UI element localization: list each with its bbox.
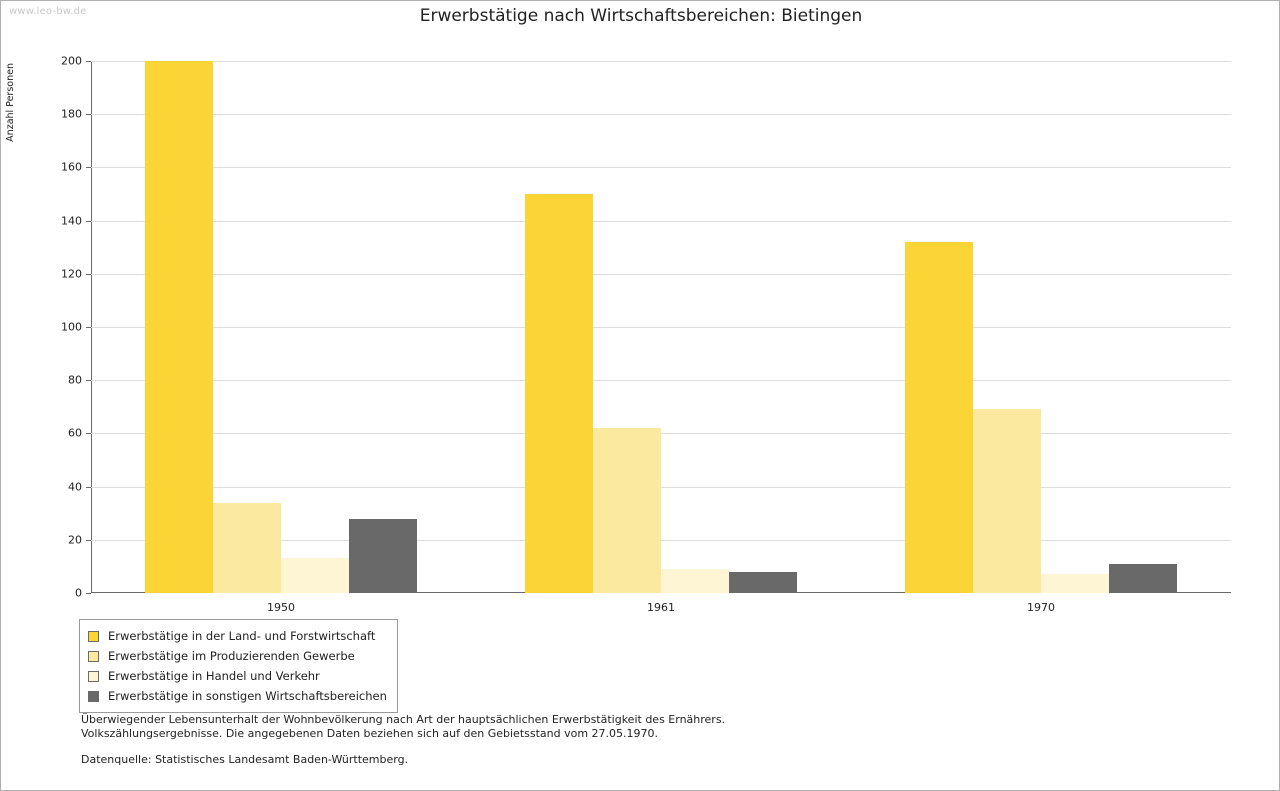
bar[interactable]	[593, 428, 661, 593]
bar-group	[471, 61, 851, 614]
footnote-line-2: Volkszählungsergebnisse. Die angegebenen Daten beziehen sich auf den Gebietsstand vom 27.05.1970.	[81, 727, 659, 740]
y-tick-label: 120	[61, 267, 82, 281]
bar[interactable]	[973, 409, 1041, 593]
y-tick-label: 160	[61, 160, 82, 174]
y-axis-label: Anzahl Personen	[5, 63, 16, 142]
plot-area	[61, 54, 1231, 614]
x-tick-label: 1950	[267, 601, 295, 614]
bar-group	[91, 61, 471, 614]
bar[interactable]	[661, 569, 729, 593]
bar[interactable]	[729, 572, 797, 593]
legend-label: Erwerbstätige im Produzierenden Gewerbe	[108, 649, 355, 663]
legend-item[interactable]	[88, 646, 387, 666]
x-tick-label: 1970	[1027, 601, 1055, 614]
y-tick-label: 180	[61, 107, 82, 121]
y-tick-label: 20	[68, 533, 82, 547]
legend-item[interactable]	[88, 666, 387, 686]
bar[interactable]	[145, 61, 213, 593]
bar[interactable]	[1109, 564, 1177, 593]
legend-swatch-icon	[88, 651, 99, 662]
watermark: www.leo-bw.de	[9, 6, 87, 17]
bar[interactable]	[349, 519, 417, 593]
legend-swatch-icon	[88, 671, 99, 682]
footnote-line-1: Überwiegender Lebensunterhalt der Wohnbevölkerung nach Art der hauptsächlichen Erwerbstätigkeit des Ernährers.	[81, 713, 726, 726]
y-tick-label: 0	[75, 586, 82, 600]
legend-item[interactable]	[88, 626, 387, 646]
y-tick-label: 60	[68, 426, 82, 440]
bar[interactable]	[213, 503, 281, 593]
chart-title: Erwerbstätige nach Wirtschaftsbereichen: Bietingen	[419, 6, 863, 26]
bar[interactable]	[1041, 574, 1109, 593]
data-source: Datenquelle: Statistisches Landesamt Baden-Württemberg.	[81, 753, 409, 766]
y-tick-label: 80	[68, 373, 82, 387]
legend-label: Erwerbstätige in der Land- und Forstwirtschaft	[108, 629, 376, 643]
legend-swatch-icon	[88, 691, 99, 702]
y-tick-label: 140	[61, 214, 82, 228]
legend-swatch-icon	[88, 631, 99, 642]
bar[interactable]	[905, 242, 973, 593]
y-tick-label: 200	[61, 54, 82, 68]
legend-label: Erwerbstätige in Handel und Verkehr	[108, 669, 320, 683]
bar[interactable]	[281, 558, 349, 593]
chart-legend	[79, 619, 398, 713]
y-tick-label: 40	[68, 480, 82, 494]
y-tick-label: 100	[61, 320, 82, 334]
bar[interactable]	[525, 194, 593, 593]
legend-item[interactable]	[88, 686, 387, 706]
bar-group	[851, 61, 1231, 614]
y-tick-mark	[86, 593, 91, 594]
legend-label: Erwerbstätige in sonstigen Wirtschaftsbereichen	[108, 689, 387, 703]
x-tick-label: 1961	[647, 601, 675, 614]
footnotes	[81, 713, 725, 741]
